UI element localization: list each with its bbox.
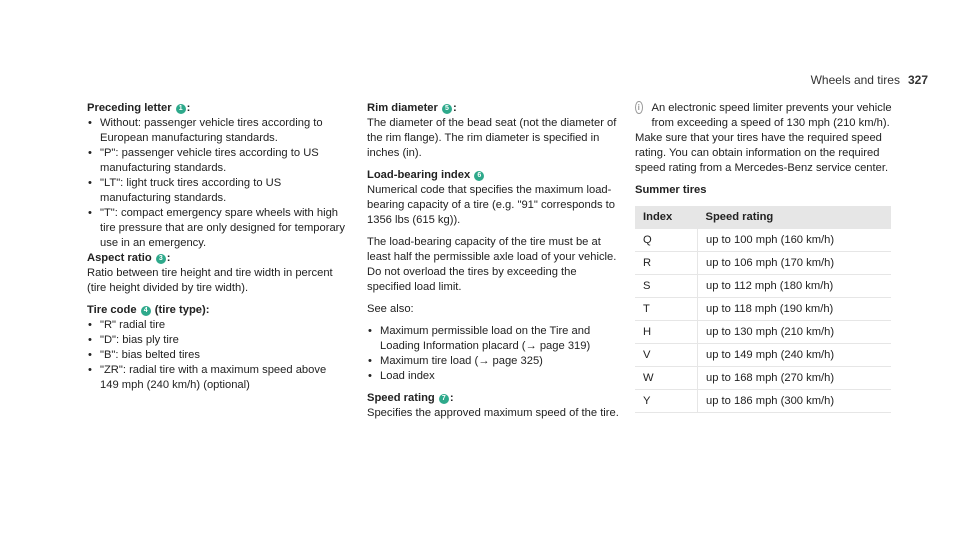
table-cell: up to 106 mph (170 km/h) xyxy=(698,252,892,275)
table-cell: S xyxy=(635,275,698,298)
callout-badge: 4 xyxy=(141,306,151,316)
callout-badge: 7 xyxy=(439,394,449,404)
table-cell: up to 118 mph (190 km/h) xyxy=(698,298,892,321)
table-row xyxy=(635,275,891,298)
table-row xyxy=(635,298,891,321)
list-item: • "ZR": radial tire with a maximum speed above 149 mph (240 km/h) (optional) xyxy=(100,363,347,393)
cross-reference-link[interactable]: • Maximum permissible load on the Tire and Loading Information placard (→ page 319) xyxy=(380,324,622,354)
callout-badge: 3 xyxy=(156,254,166,264)
speed-rating-heading: Speed rating 7 : xyxy=(367,392,454,404)
tire-code-list xyxy=(87,318,347,393)
table-row xyxy=(635,367,891,390)
list-item: • "R" radial tire xyxy=(100,318,347,333)
table-cell: Y xyxy=(635,390,698,413)
list-item: • Load index xyxy=(380,369,622,384)
column-right xyxy=(635,101,893,413)
table-cell: up to 100 mph (160 km/h) xyxy=(698,229,892,252)
callout-badge: 6 xyxy=(474,171,484,181)
section-title: Wheels and tires xyxy=(810,73,900,87)
list-item: • "T": compact emergency spare wheels with high tire pressure that are only designed for temporary use in an emergency. xyxy=(100,206,347,251)
info-icon: i xyxy=(635,101,643,114)
cross-reference-link[interactable]: • Maximum tire load (→ page 325) xyxy=(380,354,622,369)
table-cell: T xyxy=(635,298,698,321)
callout-badge: 5 xyxy=(442,104,452,114)
see-also-label: See also: xyxy=(367,303,414,315)
table-cell: up to 130 mph (210 km/h) xyxy=(698,321,892,344)
preceding-letter-list xyxy=(87,116,347,251)
preceding-letter-heading: Preceding letter 1 : xyxy=(87,102,191,114)
aspect-ratio-heading: Aspect ratio 3 : xyxy=(87,252,171,264)
list-item: • Without: passenger vehicle tires according to European manufacturing standards. xyxy=(100,116,347,146)
see-also-list xyxy=(367,324,622,384)
load-index-text: Numerical code that specifies the maximum load-bearing capacity of a tire (e.g. "91" corresponds to 1356 lbs (615 kg)). xyxy=(367,184,615,226)
make-sure-text: Make sure that your tires have the required speed rating. You can obtain information on the required speed rating from a Mercedes-Benz service center. xyxy=(635,132,889,174)
table-cell: up to 186 mph (300 km/h) xyxy=(698,390,892,413)
info-note xyxy=(635,101,893,131)
page-number: 327 xyxy=(907,73,928,87)
table-cell: Q xyxy=(635,229,698,252)
rim-diameter-text: The diameter of the bead seat (not the diameter of the rim flange). The rim diameter is specified in inches (in). xyxy=(367,117,617,159)
table-cell: V xyxy=(635,344,698,367)
column-header: Speed rating xyxy=(698,206,892,229)
table-cell: up to 112 mph (180 km/h) xyxy=(698,275,892,298)
load-index-heading: Load-bearing index 6 xyxy=(367,168,622,183)
info-note-text: An electronic speed limiter prevents your vehicle from exceeding a speed of 130 mph (210 km/h). xyxy=(651,102,892,129)
page-header xyxy=(811,73,928,87)
table-header-row xyxy=(635,206,891,229)
table-cell: up to 149 mph (240 km/h) xyxy=(698,344,892,367)
table-cell: R xyxy=(635,252,698,275)
list-item: • "P": passenger vehicle tires according to US manufacturing standards. xyxy=(100,146,347,176)
list-item: • "LT": light truck tires according to US manufacturing standards. xyxy=(100,176,347,206)
table-cell: W xyxy=(635,367,698,390)
tire-code-heading: Tire code 4 (tire type): xyxy=(87,304,210,316)
table-row xyxy=(635,344,891,367)
callout-badge: 1 xyxy=(176,104,186,114)
list-item: • "D": bias ply tire xyxy=(100,333,347,348)
load-capacity-text: The load-bearing capacity of the tire must be at least half the permissible axle load of your vehicle. Do not overload the tires by exceeding the specified load limit. xyxy=(367,236,617,293)
table-row xyxy=(635,229,891,252)
column-middle xyxy=(367,101,622,421)
table-cell: H xyxy=(635,321,698,344)
column-header: Index xyxy=(635,206,698,229)
list-item: • "B": bias belted tires xyxy=(100,348,347,363)
table-row xyxy=(635,252,891,275)
speed-rating-table xyxy=(635,206,891,413)
rim-diameter-heading: Rim diameter 5 : xyxy=(367,102,457,114)
column-left xyxy=(87,101,347,393)
speed-rating-text: Specifies the approved maximum speed of the tire. xyxy=(367,407,619,419)
aspect-ratio-text: Ratio between tire height and tire width in percent (tire height divided by tire width). xyxy=(87,267,333,294)
summer-tires-heading: Summer tires xyxy=(635,184,707,196)
table-cell: up to 168 mph (270 km/h) xyxy=(698,367,892,390)
table-row xyxy=(635,390,891,413)
table-row xyxy=(635,321,891,344)
